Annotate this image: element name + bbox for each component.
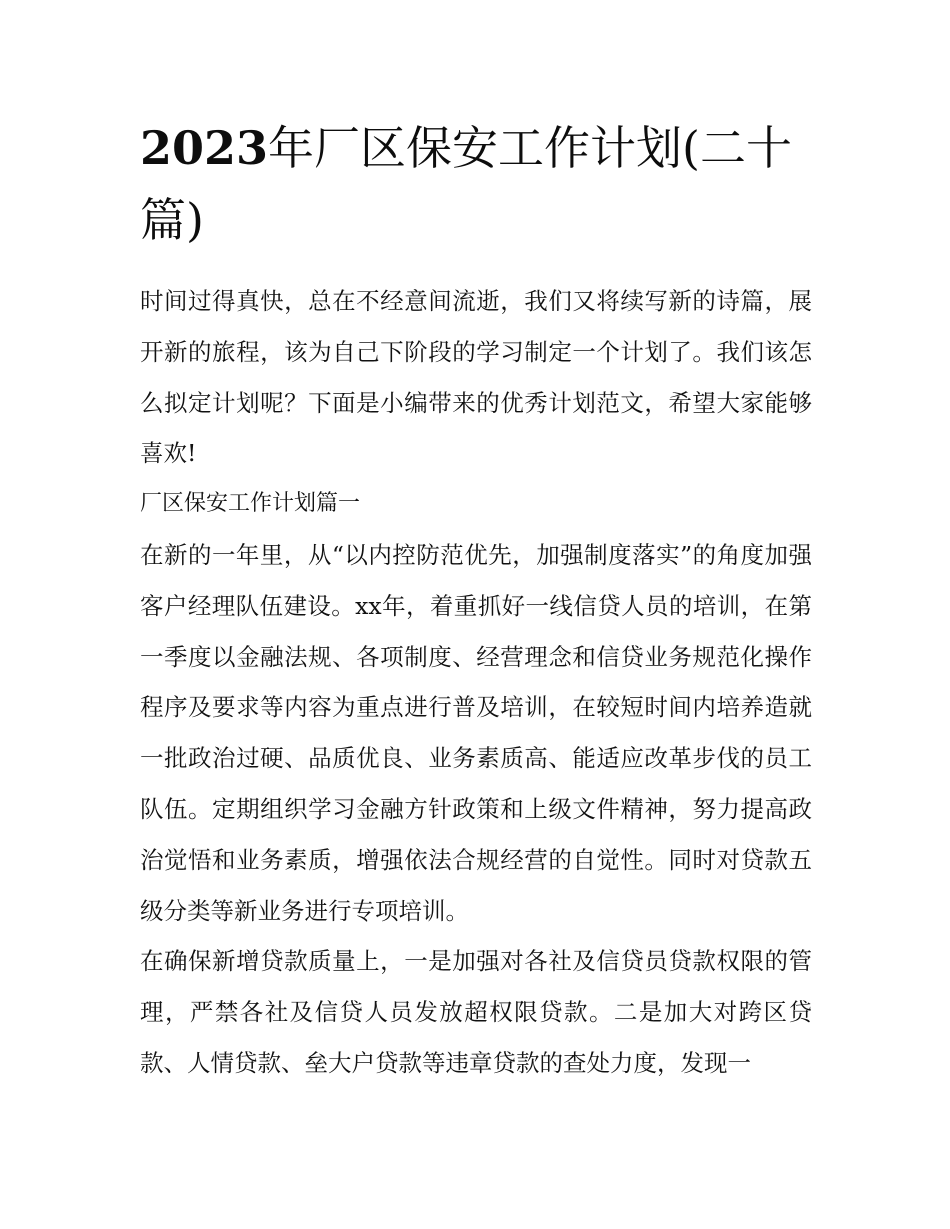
document-title — [140, 112, 820, 256]
title-text: 年厂区保安工作计划(二十篇) — [140, 121, 792, 247]
body-paragraph-2: 在确保新增贷款质量上，一是加强对各社及信贷员贷款权限的管理，严禁各社及信贷人员发放超权限贷款。二是加大对跨区贷款、人情贷款、垒大户贷款等违章贷款的查处力度，发现一 — [140, 947, 812, 1077]
body-paragraph-1: 在新的一年里，从“以内控防范优先，加强制度落实”的角度加强客户经理队伍建设。xx年，着重抓好一线信贷人员的培训，在第一季度以金融法规、各项制度、经营理念和信贷业务规范化操作程序及要求等内容为重点进行普及培训，在较短时间内培养造就一批政治过硬、品质优良、业务素质高、能适应改革步伐的员工队伍。定期组织学习金融方针政策和上级文件精神，努力提高政治觉悟和业务素质，增强依法合规经营的自觉性。同时对贷款五级分类等新业务进行专项培训。 — [140, 540, 812, 925]
intro-paragraph: 时间过得真快，总在不经意间流逝，我们又将续写新的诗篇，展开新的旅程，该为自己下阶段的学习制定一个计划了。我们该怎么拟定计划呢？下面是小编带来的优秀计划范文，希望大家能够喜欢! — [140, 287, 812, 468]
section-heading: 厂区保安工作计划篇一 — [140, 491, 361, 517]
document-body — [140, 276, 812, 1089]
title-year: 2023 — [140, 121, 269, 175]
